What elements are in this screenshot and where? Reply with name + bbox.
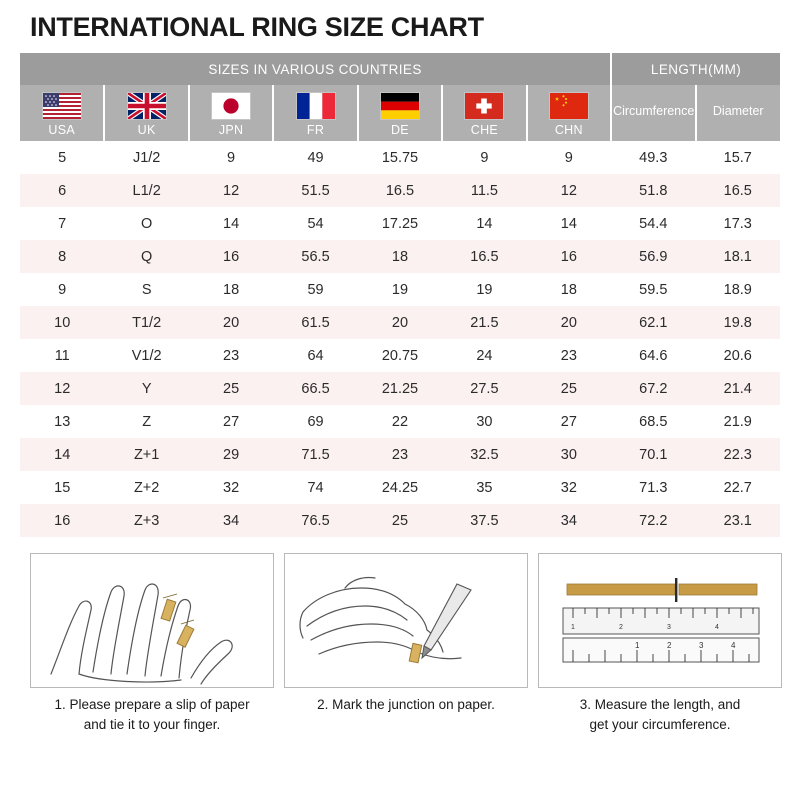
instruction-steps xyxy=(20,553,780,734)
column-code-uk: UK xyxy=(137,122,156,137)
cell-de: 22 xyxy=(358,405,442,438)
cell-usa: 8 xyxy=(20,240,104,273)
cell-de: 17.25 xyxy=(358,207,442,240)
table-row xyxy=(20,372,780,405)
cell-che: 19 xyxy=(442,273,526,306)
table-row xyxy=(20,339,780,372)
cell-chn: 20 xyxy=(527,306,611,339)
cell-usa: 5 xyxy=(20,141,104,174)
cell-usa: 16 xyxy=(20,504,104,537)
cell-chn: 27 xyxy=(527,405,611,438)
cell-fr: 51.5 xyxy=(273,174,357,207)
svg-text:4: 4 xyxy=(715,624,719,631)
cell-jpn: 12 xyxy=(189,174,273,207)
cell-fr: 64 xyxy=(273,339,357,372)
cell-uk: Z xyxy=(104,405,188,438)
cell-usa: 7 xyxy=(20,207,104,240)
cell-che: 24 xyxy=(442,339,526,372)
cell-diameter: 17.3 xyxy=(696,207,781,240)
flag-germany-icon xyxy=(381,93,419,119)
cell-che: 11.5 xyxy=(442,174,526,207)
cell-de: 25 xyxy=(358,504,442,537)
cell-fr: 54 xyxy=(273,207,357,240)
cell-fr: 74 xyxy=(273,471,357,504)
column-header-fr xyxy=(273,85,357,141)
cell-circumference: 68.5 xyxy=(611,405,695,438)
cell-jpn: 32 xyxy=(189,471,273,504)
table-row xyxy=(20,306,780,339)
cell-chn: 14 xyxy=(527,207,611,240)
cell-chn: 34 xyxy=(527,504,611,537)
cell-de: 20 xyxy=(358,306,442,339)
table-head xyxy=(20,53,780,141)
cell-circumference: 62.1 xyxy=(611,306,695,339)
group-header-row xyxy=(20,53,780,85)
cell-fr: 69 xyxy=(273,405,357,438)
table-row xyxy=(20,141,780,174)
cell-chn: 18 xyxy=(527,273,611,306)
table-row xyxy=(20,240,780,273)
cell-chn: 23 xyxy=(527,339,611,372)
step-3-line1: 3. Measure the length, and xyxy=(579,697,741,712)
step-3 xyxy=(538,553,782,734)
cell-diameter: 22.3 xyxy=(696,438,781,471)
cell-de: 15.75 xyxy=(358,141,442,174)
cell-fr: 61.5 xyxy=(273,306,357,339)
column-header-uk xyxy=(104,85,188,141)
flag-usa-icon xyxy=(43,93,81,119)
flag-switzerland-icon xyxy=(465,93,503,119)
column-code-de: DE xyxy=(390,122,409,137)
cell-fr: 59 xyxy=(273,273,357,306)
cell-che: 32.5 xyxy=(442,438,526,471)
column-code-fr: FR xyxy=(306,122,325,137)
cell-uk: Z+1 xyxy=(104,438,188,471)
group-header-length: LENGTH(MM) xyxy=(611,53,780,85)
group-header-countries: SIZES IN VARIOUS COUNTRIES xyxy=(20,53,611,85)
cell-uk: Q xyxy=(104,240,188,273)
cell-uk: V1/2 xyxy=(104,339,188,372)
column-code-che: CHE xyxy=(470,122,499,137)
cell-chn: 25 xyxy=(527,372,611,405)
cell-uk: Z+3 xyxy=(104,504,188,537)
cell-uk: S xyxy=(104,273,188,306)
step-3-line2: get your circumference. xyxy=(589,716,731,732)
cell-circumference: 64.6 xyxy=(611,339,695,372)
cell-chn: 16 xyxy=(527,240,611,273)
cell-usa: 9 xyxy=(20,273,104,306)
cell-jpn: 9 xyxy=(189,141,273,174)
table-row xyxy=(20,273,780,306)
cell-che: 14 xyxy=(442,207,526,240)
step-1 xyxy=(30,553,274,734)
column-header-jpn xyxy=(189,85,273,141)
cell-jpn: 20 xyxy=(189,306,273,339)
cell-diameter: 20.6 xyxy=(696,339,781,372)
cell-usa: 12 xyxy=(20,372,104,405)
cell-jpn: 16 xyxy=(189,240,273,273)
cell-de: 21.25 xyxy=(358,372,442,405)
cell-uk: J1/2 xyxy=(104,141,188,174)
svg-text:1: 1 xyxy=(635,641,640,650)
step-1-caption xyxy=(30,695,274,734)
cell-diameter: 18.9 xyxy=(696,273,781,306)
column-header-usa xyxy=(20,85,104,141)
flag-france-icon xyxy=(297,93,335,119)
column-header-de xyxy=(358,85,442,141)
table-row xyxy=(20,438,780,471)
cell-jpn: 18 xyxy=(189,273,273,306)
cell-uk: O xyxy=(104,207,188,240)
cell-fr: 56.5 xyxy=(273,240,357,273)
cell-chn: 32 xyxy=(527,471,611,504)
cell-che: 16.5 xyxy=(442,240,526,273)
cell-uk: T1/2 xyxy=(104,306,188,339)
cell-diameter: 22.7 xyxy=(696,471,781,504)
cell-che: 35 xyxy=(442,471,526,504)
cell-circumference: 59.5 xyxy=(611,273,695,306)
cell-fr: 49 xyxy=(273,141,357,174)
flag-china-icon xyxy=(550,93,588,119)
page-title: INTERNATIONAL RING SIZE CHART xyxy=(30,12,484,42)
cell-diameter: 19.8 xyxy=(696,306,781,339)
cell-jpn: 27 xyxy=(189,405,273,438)
svg-text:3: 3 xyxy=(699,641,704,650)
country-header-row xyxy=(20,85,780,141)
cell-usa: 14 xyxy=(20,438,104,471)
column-code-chn: CHN xyxy=(554,122,583,137)
svg-text:1: 1 xyxy=(571,624,575,631)
cell-che: 37.5 xyxy=(442,504,526,537)
column-header-chn xyxy=(527,85,611,141)
cell-diameter: 21.4 xyxy=(696,372,781,405)
cell-circumference: 70.1 xyxy=(611,438,695,471)
table-body xyxy=(20,141,780,537)
cell-usa: 15 xyxy=(20,471,104,504)
cell-de: 23 xyxy=(358,438,442,471)
step-2-caption xyxy=(284,695,528,715)
cell-jpn: 29 xyxy=(189,438,273,471)
ruler-measuring-paper-strip-illustration xyxy=(538,553,782,688)
cell-diameter: 15.7 xyxy=(696,141,781,174)
table-row xyxy=(20,174,780,207)
cell-usa: 10 xyxy=(20,306,104,339)
cell-fr: 76.5 xyxy=(273,504,357,537)
cell-diameter: 23.1 xyxy=(696,504,781,537)
column-header-che xyxy=(442,85,526,141)
cell-uk: Z+2 xyxy=(104,471,188,504)
cell-che: 30 xyxy=(442,405,526,438)
svg-text:4: 4 xyxy=(731,641,736,650)
table-row xyxy=(20,207,780,240)
hand-with-paper-strip-illustration xyxy=(30,553,274,688)
cell-chn: 30 xyxy=(527,438,611,471)
svg-text:2: 2 xyxy=(667,641,672,650)
cell-circumference: 54.4 xyxy=(611,207,695,240)
cell-circumference: 72.2 xyxy=(611,504,695,537)
step-1-line1: 1. Please prepare a slip of paper xyxy=(54,697,250,712)
cell-jpn: 25 xyxy=(189,372,273,405)
cell-de: 18 xyxy=(358,240,442,273)
cell-de: 24.25 xyxy=(358,471,442,504)
cell-de: 20.75 xyxy=(358,339,442,372)
column-header-circumference: Circumference xyxy=(611,85,695,141)
cell-chn: 9 xyxy=(527,141,611,174)
cell-chn: 12 xyxy=(527,174,611,207)
cell-fr: 71.5 xyxy=(273,438,357,471)
cell-che: 9 xyxy=(442,141,526,174)
table-row xyxy=(20,504,780,537)
cell-circumference: 56.9 xyxy=(611,240,695,273)
table-row xyxy=(20,471,780,504)
cell-che: 27.5 xyxy=(442,372,526,405)
column-code-usa: USA xyxy=(48,122,76,137)
cell-de: 19 xyxy=(358,273,442,306)
cell-che: 21.5 xyxy=(442,306,526,339)
cell-fr: 66.5 xyxy=(273,372,357,405)
svg-text:2: 2 xyxy=(619,624,623,631)
cell-circumference: 67.2 xyxy=(611,372,695,405)
step-1-line2: and tie it to your finger. xyxy=(83,716,221,732)
table-row xyxy=(20,405,780,438)
cell-usa: 13 xyxy=(20,405,104,438)
cell-diameter: 16.5 xyxy=(696,174,781,207)
flag-uk-icon xyxy=(128,93,166,119)
cell-jpn: 23 xyxy=(189,339,273,372)
cell-usa: 11 xyxy=(20,339,104,372)
cell-circumference: 71.3 xyxy=(611,471,695,504)
cell-diameter: 21.9 xyxy=(696,405,781,438)
column-header-diameter: Diameter xyxy=(696,85,781,141)
cell-circumference: 49.3 xyxy=(611,141,695,174)
step-2-line1: 2. Mark the junction on paper. xyxy=(317,697,495,712)
cell-usa: 6 xyxy=(20,174,104,207)
ring-size-table xyxy=(20,53,780,537)
cell-de: 16.5 xyxy=(358,174,442,207)
step-3-caption xyxy=(538,695,782,734)
hand-marking-paper-with-pen-illustration xyxy=(284,553,528,688)
cell-circumference: 51.8 xyxy=(611,174,695,207)
flag-japan-icon xyxy=(212,93,250,119)
step-2 xyxy=(284,553,528,734)
column-code-jpn: JPN xyxy=(218,122,244,137)
cell-diameter: 18.1 xyxy=(696,240,781,273)
cell-uk: Y xyxy=(104,372,188,405)
svg-text:3: 3 xyxy=(667,624,671,631)
cell-jpn: 34 xyxy=(189,504,273,537)
cell-jpn: 14 xyxy=(189,207,273,240)
cell-uk: L1/2 xyxy=(104,174,188,207)
